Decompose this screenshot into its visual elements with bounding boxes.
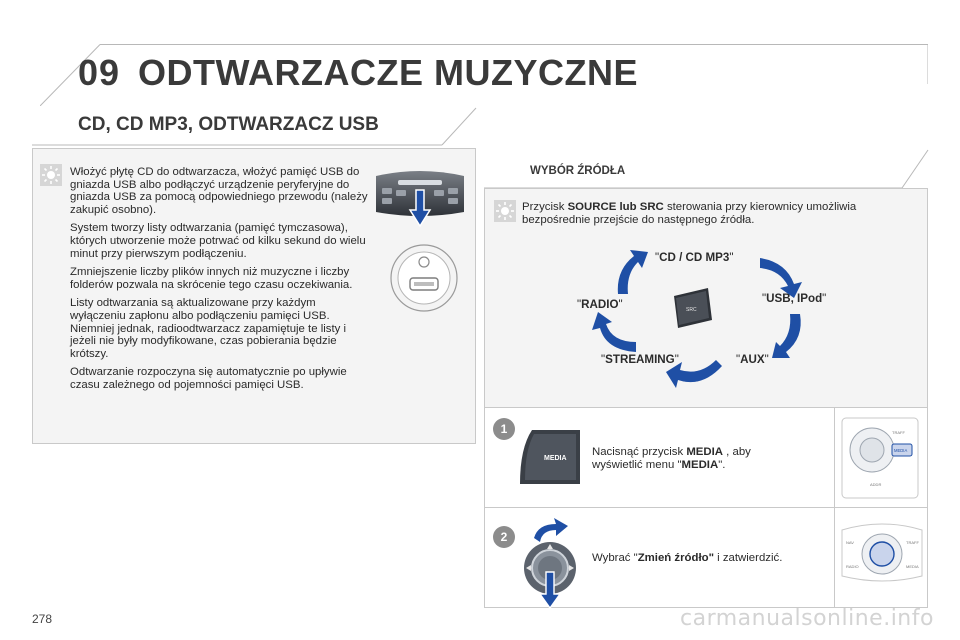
cycle-arrow-icon: [760, 258, 802, 298]
step-2-badge: 2: [493, 526, 515, 548]
source-description: [522, 201, 892, 227]
source-button-name: SOURCE lub SRC: [567, 201, 664, 213]
rotary-knob-illustration: [518, 516, 582, 608]
cd-player-illustration: [372, 168, 468, 232]
panel-media-label: MEDIA: [894, 448, 908, 453]
source-radio: "RADIO": [577, 298, 623, 311]
source-streaming: "STREAMING": [601, 353, 679, 366]
source-cd: "CD / CD MP3": [655, 251, 734, 264]
chapter-title: ODTWARZACZE MUZYCZNE: [138, 52, 638, 93]
cycle-arrow-icon: [666, 360, 722, 388]
source-text-end: sterowania przy kierownicy umożliwia bezpośrednie przejście do następnego źródła.: [522, 201, 857, 226]
step-2-text: Wybrać "Zmień źródło" i zatwierdzić.: [592, 552, 783, 564]
nav-panel-illustration: [840, 520, 924, 584]
info-paragraph: Odtwarzanie rozpoczyna się automatycznie po upływie czasu zależnego od pojemności pamięci USB.: [70, 366, 347, 391]
media-panel-illustration: [840, 416, 920, 500]
step-divider: [834, 508, 835, 607]
panel-traff-label: TRAFF: [892, 430, 905, 435]
page-number: 278: [32, 612, 53, 626]
step-divider: [834, 408, 835, 507]
info-paragraph: Zmniejszenie liczby plików innych niż muzyczne i liczby folderów pozwala na skrócenie tego czasu oczekiwania.: [70, 266, 353, 291]
step-1-text: Nacisnąć przycisk MEDIA , aby wyświetlić menu "MEDIA".: [592, 446, 751, 471]
source-text-start: Przycisk: [522, 201, 568, 213]
cycle-arrow-icon: [592, 312, 636, 352]
usb-port-illustration: [388, 242, 460, 314]
chapter-number: 09: [78, 52, 121, 93]
info-sun-icon: [40, 164, 62, 186]
media-button-illustration: [518, 428, 582, 488]
section-title: CD, CD MP3, ODTWARZACZ USB: [78, 114, 379, 135]
info-text: [70, 166, 370, 398]
src-button-label: SRC: [686, 307, 697, 313]
panel-radio-label: RADIO: [846, 564, 859, 569]
panel-nav-label: NAV: [846, 540, 854, 545]
source-sun-icon: [494, 200, 516, 222]
source-aux: "AUX": [736, 353, 769, 366]
source-cycle-arrows: [590, 248, 820, 396]
info-paragraph: Włożyć płytę CD do odtwarzacza, włożyć pamięć USB do gniazda USB albo podłączyć urządzenie peryferyjne do gniazda USB za pomocą odpowiedniego przewodu (należy zakupić osobno).: [70, 166, 368, 216]
row-divider: [484, 407, 928, 408]
watermark: carmanualsonline.info: [680, 606, 934, 631]
cycle-arrow-icon: [618, 250, 648, 294]
panel-addr-label: ADDR: [870, 482, 882, 487]
media-button-label: MEDIA: [544, 455, 567, 462]
row-divider: [484, 507, 928, 508]
info-paragraph: System tworzy listy odtwarzania (pamięć tymczasowa), których utworzenie może potrwać od kilku sekund do wielu minut przy pierwszym podłączeniu.: [70, 222, 366, 260]
src-button-illustration: [674, 288, 712, 328]
source-usb: "USB, IPod": [762, 292, 827, 305]
panel-traff-label: TRAFF: [906, 540, 919, 545]
info-paragraph: Listy odtwarzania są aktualizowane przy każdym wyłączeniu zapłonu albo podłączeniu pamięci USB. Niemniej jednak, radioodtwarzacz zapamiętuje te listy i jeżeli nie były modyfikowane, czas pobierania będzie krótszy.: [70, 297, 347, 360]
panel-media-label: MEDIA: [906, 564, 919, 569]
cycle-arrow-icon: [772, 314, 801, 358]
source-select-heading: WYBÓR ŹRÓDŁA: [530, 165, 626, 177]
step-1-badge: 1: [493, 418, 515, 440]
